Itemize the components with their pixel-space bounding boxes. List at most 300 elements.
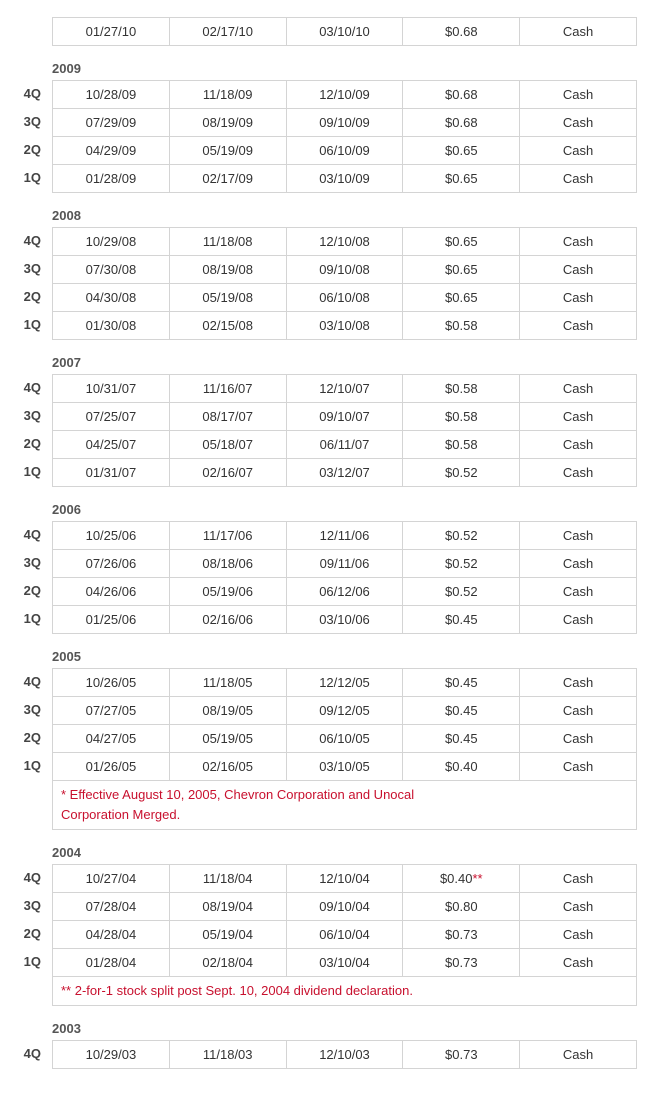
table-row bbox=[53, 865, 637, 893]
declared-cell bbox=[53, 312, 170, 340]
amount-cell bbox=[403, 284, 520, 312]
table-row bbox=[53, 550, 637, 578]
payable-cell bbox=[286, 753, 403, 781]
record-cell bbox=[169, 81, 286, 109]
amount-cell bbox=[403, 81, 520, 109]
quarter-label: 3Q bbox=[23, 261, 41, 276]
type-cell bbox=[520, 284, 637, 312]
payable-cell bbox=[286, 109, 403, 137]
amount-value: $0.73 bbox=[445, 955, 478, 970]
type-cell bbox=[520, 949, 637, 977]
amount-cell bbox=[403, 697, 520, 725]
year-section bbox=[23, 634, 637, 830]
year-section bbox=[23, 193, 637, 340]
payable-cell bbox=[286, 81, 403, 109]
type-value: Cash bbox=[562, 437, 594, 452]
record-cell bbox=[169, 403, 286, 431]
amount-cell bbox=[403, 256, 520, 284]
declared-cell bbox=[53, 459, 170, 487]
amount-cell bbox=[403, 949, 520, 977]
quarter-labels bbox=[0, 864, 41, 976]
record-cell bbox=[169, 697, 286, 725]
type-value: Cash bbox=[562, 262, 594, 277]
payable-value: 06/10/04 bbox=[319, 927, 370, 942]
type-value: Cash bbox=[562, 927, 594, 942]
declared-cell bbox=[53, 137, 170, 165]
year-section bbox=[23, 830, 637, 1006]
year-heading: 2003 bbox=[52, 1021, 81, 1036]
table-row bbox=[53, 893, 637, 921]
payable-cell bbox=[286, 165, 403, 193]
type-cell bbox=[520, 893, 637, 921]
declared-value: 01/30/08 bbox=[85, 318, 137, 333]
amount-value: $0.68 bbox=[445, 115, 478, 130]
record-cell bbox=[169, 1041, 286, 1069]
record-value: 02/16/05 bbox=[202, 759, 253, 774]
record-value: 11/18/09 bbox=[202, 87, 253, 102]
type-value: Cash bbox=[562, 871, 594, 886]
quarter-labels bbox=[0, 521, 41, 633]
dividend-table bbox=[52, 374, 637, 487]
declared-value: 10/29/08 bbox=[85, 234, 137, 249]
record-cell bbox=[169, 284, 286, 312]
footnote-row bbox=[53, 781, 637, 830]
payable-cell bbox=[286, 403, 403, 431]
declared-cell bbox=[53, 578, 170, 606]
quarter-label: 2Q bbox=[23, 142, 41, 157]
amount-cell bbox=[403, 1041, 520, 1069]
amount-value: $0.52 bbox=[445, 584, 478, 599]
record-cell bbox=[169, 949, 286, 977]
quarter-label: 1Q bbox=[23, 611, 41, 626]
quarter-label: 4Q bbox=[23, 527, 41, 542]
table-row bbox=[53, 228, 637, 256]
amount-value: $0.52 bbox=[445, 556, 478, 571]
amount-value: $0.58 bbox=[445, 437, 478, 452]
type-cell bbox=[520, 753, 637, 781]
type-value: Cash bbox=[562, 234, 594, 249]
dividend-table bbox=[52, 17, 637, 46]
declared-value: 10/28/09 bbox=[85, 87, 137, 102]
dividend-table bbox=[52, 864, 637, 1006]
amount-cell bbox=[403, 375, 520, 403]
record-value: 05/19/08 bbox=[202, 290, 253, 305]
type-value: Cash bbox=[562, 556, 594, 571]
record-cell bbox=[169, 431, 286, 459]
record-cell bbox=[169, 753, 286, 781]
amount-cell bbox=[403, 725, 520, 753]
payable-value: 09/10/04 bbox=[319, 899, 370, 914]
type-value: Cash bbox=[562, 528, 594, 543]
record-value: 08/19/04 bbox=[202, 899, 253, 914]
amount-cell bbox=[403, 893, 520, 921]
type-cell bbox=[520, 431, 637, 459]
amount-cell bbox=[403, 753, 520, 781]
payable-cell bbox=[286, 522, 403, 550]
dividend-table bbox=[52, 227, 637, 340]
declared-cell bbox=[53, 109, 170, 137]
declared-value: 04/26/06 bbox=[85, 584, 137, 599]
year-heading: 2004 bbox=[52, 845, 81, 860]
record-value: 11/17/06 bbox=[202, 528, 253, 543]
quarter-label: 1Q bbox=[23, 170, 41, 185]
record-cell bbox=[169, 256, 286, 284]
payable-cell bbox=[286, 697, 403, 725]
declared-value: 01/26/05 bbox=[85, 759, 137, 774]
declared-cell bbox=[53, 893, 170, 921]
amount-value: $0.65 bbox=[445, 143, 478, 158]
declared-value: 07/27/05 bbox=[85, 703, 137, 718]
quarter-label: 3Q bbox=[23, 702, 41, 717]
type-cell bbox=[520, 228, 637, 256]
type-value: Cash bbox=[562, 318, 594, 333]
quarter-label: 2Q bbox=[23, 730, 41, 745]
quarter-label: 2Q bbox=[23, 436, 41, 451]
quarter-labels bbox=[0, 17, 41, 45]
type-value: Cash bbox=[562, 409, 594, 424]
record-value: 05/18/07 bbox=[202, 437, 253, 452]
type-cell bbox=[520, 865, 637, 893]
declared-value: 04/27/05 bbox=[85, 731, 137, 746]
amount-cell bbox=[403, 606, 520, 634]
type-value: Cash bbox=[562, 87, 594, 102]
payable-value: 12/10/08 bbox=[319, 234, 370, 249]
table-row bbox=[53, 459, 637, 487]
record-cell bbox=[169, 550, 286, 578]
quarter-label: 4Q bbox=[23, 870, 41, 885]
record-value: 08/17/07 bbox=[202, 409, 253, 424]
payable-value: 12/10/07 bbox=[319, 381, 370, 396]
table-row bbox=[53, 606, 637, 634]
type-value: Cash bbox=[562, 24, 594, 39]
amount-value: $0.80 bbox=[445, 899, 478, 914]
quarter-labels bbox=[0, 1040, 41, 1068]
declared-value: 07/25/07 bbox=[85, 409, 137, 424]
type-value: Cash bbox=[562, 675, 594, 690]
record-cell bbox=[169, 228, 286, 256]
type-cell bbox=[520, 137, 637, 165]
type-value: Cash bbox=[562, 759, 594, 774]
amount-cell bbox=[403, 431, 520, 459]
payable-cell bbox=[286, 459, 403, 487]
year-heading: 2008 bbox=[52, 208, 81, 223]
type-cell bbox=[520, 522, 637, 550]
payable-value: 09/10/09 bbox=[319, 115, 370, 130]
year-heading: 2005 bbox=[52, 649, 81, 664]
table-row bbox=[53, 137, 637, 165]
declared-value: 01/28/09 bbox=[85, 171, 137, 186]
payable-value: 03/10/06 bbox=[319, 612, 370, 627]
record-cell bbox=[169, 865, 286, 893]
quarter-label: 1Q bbox=[23, 954, 41, 969]
quarter-label: 3Q bbox=[23, 555, 41, 570]
amount-value: $0.65 bbox=[445, 262, 478, 277]
declared-value: 10/26/05 bbox=[85, 675, 137, 690]
quarter-label: 4Q bbox=[23, 674, 41, 689]
type-value: Cash bbox=[562, 899, 594, 914]
table-row bbox=[53, 697, 637, 725]
dividend-table bbox=[52, 80, 637, 193]
type-cell bbox=[520, 18, 637, 46]
amount-cell bbox=[403, 865, 520, 893]
payable-cell bbox=[286, 669, 403, 697]
type-value: Cash bbox=[562, 115, 594, 130]
record-value: 11/18/05 bbox=[202, 675, 253, 690]
payable-value: 03/12/07 bbox=[319, 465, 370, 480]
type-cell bbox=[520, 669, 637, 697]
amount-value: $0.65 bbox=[445, 290, 478, 305]
record-cell bbox=[169, 18, 286, 46]
amount-cell bbox=[403, 18, 520, 46]
payable-cell bbox=[286, 578, 403, 606]
type-cell bbox=[520, 606, 637, 634]
amount-value: $0.65 bbox=[445, 234, 478, 249]
payable-value: 03/10/10 bbox=[319, 24, 370, 39]
type-cell bbox=[520, 697, 637, 725]
type-cell bbox=[520, 256, 637, 284]
type-cell bbox=[520, 109, 637, 137]
quarter-label: 1Q bbox=[23, 758, 41, 773]
record-value: 11/18/08 bbox=[202, 234, 253, 249]
type-value: Cash bbox=[562, 143, 594, 158]
year-section bbox=[23, 340, 637, 487]
type-value: Cash bbox=[562, 703, 594, 718]
payable-cell bbox=[286, 137, 403, 165]
payable-value: 12/10/09 bbox=[319, 87, 370, 102]
quarter-label: 4Q bbox=[23, 380, 41, 395]
record-value: 11/18/04 bbox=[202, 871, 253, 886]
declared-value: 01/31/07 bbox=[85, 465, 137, 480]
quarter-label: 3Q bbox=[23, 114, 41, 129]
amount-value: $0.45 bbox=[445, 731, 478, 746]
quarter-label: 2Q bbox=[23, 289, 41, 304]
quarter-labels bbox=[0, 80, 41, 192]
quarter-label: 2Q bbox=[23, 583, 41, 598]
payable-cell bbox=[286, 949, 403, 977]
footnote-row bbox=[53, 977, 637, 1006]
table-row bbox=[53, 949, 637, 977]
type-cell bbox=[520, 1041, 637, 1069]
type-value: Cash bbox=[562, 612, 594, 627]
record-value: 08/19/05 bbox=[202, 703, 253, 718]
declared-value: 01/25/06 bbox=[85, 612, 137, 627]
type-cell bbox=[520, 550, 637, 578]
record-cell bbox=[169, 165, 286, 193]
amount-cell bbox=[403, 921, 520, 949]
table-row bbox=[53, 1041, 637, 1069]
type-cell bbox=[520, 578, 637, 606]
record-cell bbox=[169, 921, 286, 949]
declared-cell bbox=[53, 753, 170, 781]
payable-value: 12/10/04 bbox=[319, 871, 370, 886]
declared-value: 10/25/06 bbox=[85, 528, 137, 543]
amount-value: $0.45 bbox=[445, 612, 478, 627]
amount-cell bbox=[403, 165, 520, 193]
declared-value: 04/28/04 bbox=[85, 927, 137, 942]
amount-value: $0.40 bbox=[439, 871, 473, 886]
table-row bbox=[53, 921, 637, 949]
payable-value: 09/10/08 bbox=[319, 262, 370, 277]
declared-value: 07/28/04 bbox=[85, 899, 137, 914]
record-value: 05/19/09 bbox=[202, 143, 253, 158]
type-value: Cash bbox=[562, 731, 594, 746]
declared-value: 01/28/04 bbox=[85, 955, 137, 970]
payable-value: 06/10/05 bbox=[319, 731, 370, 746]
payable-cell bbox=[286, 375, 403, 403]
table-row bbox=[53, 109, 637, 137]
record-value: 02/16/07 bbox=[202, 465, 253, 480]
record-cell bbox=[169, 725, 286, 753]
declared-cell bbox=[53, 256, 170, 284]
amount-value: $0.73 bbox=[445, 1047, 478, 1062]
year-heading: 2009 bbox=[52, 61, 81, 76]
type-value: Cash bbox=[562, 171, 594, 186]
payable-cell bbox=[286, 725, 403, 753]
year-section bbox=[23, 487, 637, 634]
table-row bbox=[53, 669, 637, 697]
record-value: 05/19/06 bbox=[202, 584, 253, 599]
record-value: 05/19/04 bbox=[202, 927, 253, 942]
payable-cell bbox=[286, 256, 403, 284]
quarter-label: 2Q bbox=[23, 926, 41, 941]
amount-cell bbox=[403, 109, 520, 137]
record-value: 02/17/10 bbox=[202, 24, 253, 39]
declared-cell bbox=[53, 921, 170, 949]
declared-value: 04/30/08 bbox=[85, 290, 137, 305]
table-row bbox=[53, 578, 637, 606]
amount-value: $0.45 bbox=[445, 703, 478, 718]
amount-value: $0.73 bbox=[445, 927, 478, 942]
amount-cell bbox=[403, 459, 520, 487]
record-value: 02/18/04 bbox=[202, 955, 253, 970]
table-row bbox=[53, 18, 637, 46]
amount-value: $0.40 bbox=[445, 759, 478, 774]
declared-value: 04/25/07 bbox=[85, 437, 137, 452]
payable-value: 09/11/06 bbox=[319, 556, 370, 571]
declared-value: 04/29/09 bbox=[85, 143, 137, 158]
payable-value: 03/10/05 bbox=[319, 759, 370, 774]
type-cell bbox=[520, 725, 637, 753]
amount-cell bbox=[403, 312, 520, 340]
year-heading: 2006 bbox=[52, 502, 81, 517]
record-cell bbox=[169, 893, 286, 921]
amount-value: $0.52 bbox=[445, 465, 478, 480]
dividend-table bbox=[52, 521, 637, 634]
footnote-text: ** 2-for-1 stock split post Sept. 10, 2004 dividend declaration. bbox=[61, 983, 413, 998]
table-row bbox=[53, 375, 637, 403]
payable-cell bbox=[286, 606, 403, 634]
quarter-labels bbox=[0, 668, 41, 780]
year-heading: 2007 bbox=[52, 355, 81, 370]
amount-value: $0.58 bbox=[445, 381, 478, 396]
declared-cell bbox=[53, 949, 170, 977]
type-value: Cash bbox=[562, 955, 594, 970]
payable-cell bbox=[286, 893, 403, 921]
payable-value: 06/12/06 bbox=[319, 584, 370, 599]
type-cell bbox=[520, 459, 637, 487]
footnote-mark: ** bbox=[472, 871, 483, 886]
amount-value: $0.52 bbox=[445, 528, 478, 543]
year-section bbox=[23, 46, 637, 193]
table-row bbox=[53, 81, 637, 109]
declared-cell bbox=[53, 431, 170, 459]
declared-cell bbox=[53, 697, 170, 725]
record-cell bbox=[169, 312, 286, 340]
payable-value: 06/10/08 bbox=[319, 290, 370, 305]
declared-cell bbox=[53, 725, 170, 753]
record-cell bbox=[169, 137, 286, 165]
payable-cell bbox=[286, 1041, 403, 1069]
payable-value: 03/10/04 bbox=[319, 955, 370, 970]
record-value: 11/16/07 bbox=[202, 381, 253, 396]
amount-value: $0.58 bbox=[445, 409, 478, 424]
quarter-label: 4Q bbox=[23, 1046, 41, 1061]
record-cell bbox=[169, 375, 286, 403]
record-cell bbox=[169, 522, 286, 550]
payable-cell bbox=[286, 865, 403, 893]
record-cell bbox=[169, 578, 286, 606]
record-value: 08/19/08 bbox=[202, 262, 253, 277]
payable-cell bbox=[286, 312, 403, 340]
quarter-label: 1Q bbox=[23, 464, 41, 479]
record-value: 02/17/09 bbox=[202, 171, 253, 186]
quarter-labels bbox=[0, 374, 41, 486]
record-value: 08/19/09 bbox=[202, 115, 253, 130]
footnote-cell bbox=[53, 781, 637, 830]
quarter-label: 4Q bbox=[23, 86, 41, 101]
type-cell bbox=[520, 312, 637, 340]
year-section bbox=[52, 0, 637, 46]
type-cell bbox=[520, 81, 637, 109]
record-cell bbox=[169, 606, 286, 634]
footnote-text: * Effective August 10, 2005, Chevron Corporation and Unocal Corporation Merged. bbox=[61, 787, 415, 822]
payable-cell bbox=[286, 550, 403, 578]
payable-value: 12/11/06 bbox=[319, 528, 370, 543]
record-value: 08/18/06 bbox=[202, 556, 253, 571]
amount-value: $0.45 bbox=[445, 675, 478, 690]
table-row bbox=[53, 284, 637, 312]
record-value: 02/15/08 bbox=[202, 318, 253, 333]
payable-cell bbox=[286, 431, 403, 459]
table-row bbox=[53, 403, 637, 431]
declared-cell bbox=[53, 403, 170, 431]
declared-value: 01/27/10 bbox=[85, 24, 137, 39]
table-row bbox=[53, 165, 637, 193]
declared-value: 07/26/06 bbox=[85, 556, 137, 571]
type-value: Cash bbox=[562, 465, 594, 480]
amount-cell bbox=[403, 228, 520, 256]
payable-cell bbox=[286, 18, 403, 46]
payable-value: 06/10/09 bbox=[319, 143, 370, 158]
type-value: Cash bbox=[562, 381, 594, 396]
amount-cell bbox=[403, 403, 520, 431]
payable-value: 09/12/05 bbox=[319, 703, 370, 718]
type-cell bbox=[520, 921, 637, 949]
record-value: 02/16/06 bbox=[202, 612, 253, 627]
amount-value: $0.68 bbox=[445, 24, 478, 39]
footnote-cell bbox=[53, 977, 637, 1006]
amount-cell bbox=[403, 550, 520, 578]
declared-value: 07/30/08 bbox=[85, 262, 137, 277]
declared-cell bbox=[53, 284, 170, 312]
declared-value: 10/29/03 bbox=[85, 1047, 137, 1062]
declared-cell bbox=[53, 550, 170, 578]
payable-value: 06/11/07 bbox=[319, 437, 370, 452]
dividend-table bbox=[52, 668, 637, 830]
quarter-label: 1Q bbox=[23, 317, 41, 332]
amount-value: $0.68 bbox=[445, 87, 478, 102]
record-cell bbox=[169, 109, 286, 137]
